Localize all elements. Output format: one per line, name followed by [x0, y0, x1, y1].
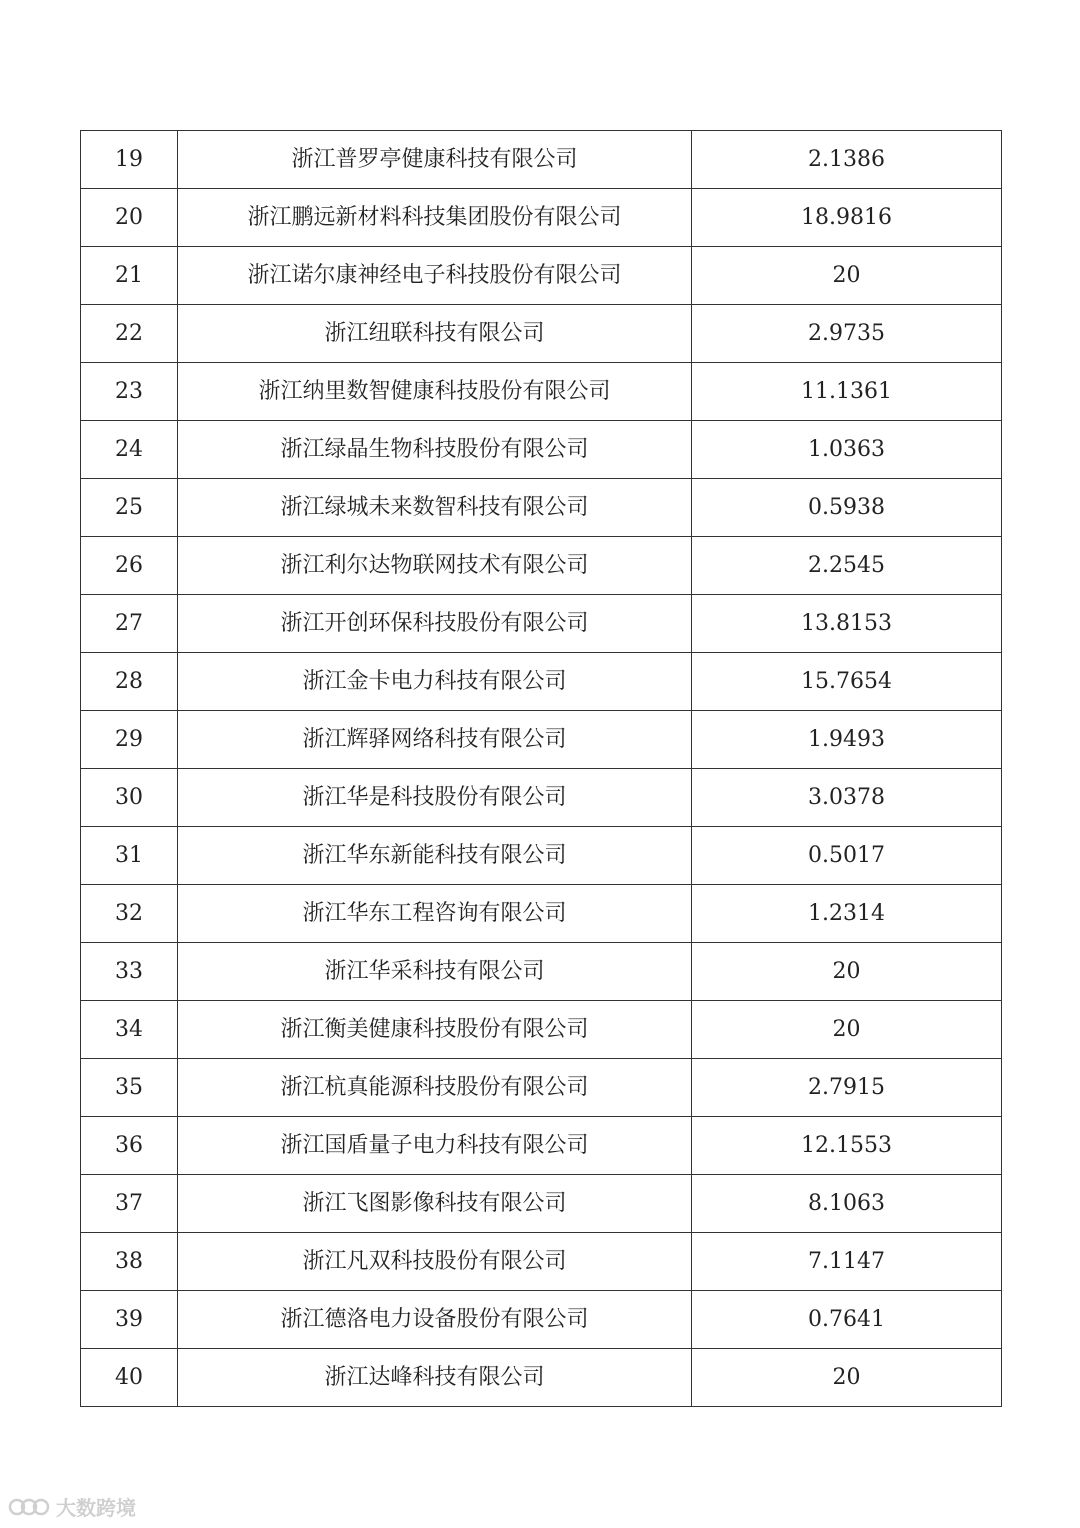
company-name-cell: 浙江华采科技有限公司 — [178, 943, 692, 1001]
value-cell: 2.1386 — [692, 131, 1002, 189]
table-row — [81, 189, 1002, 247]
company-name-cell: 浙江纽联科技有限公司 — [178, 305, 692, 363]
company-name-cell: 浙江凡双科技股份有限公司 — [178, 1233, 692, 1291]
table-row — [81, 595, 1002, 653]
company-name-cell: 浙江华东新能科技有限公司 — [178, 827, 692, 885]
value-cell: 0.7641 — [692, 1291, 1002, 1349]
row-index-cell: 20 — [81, 189, 178, 247]
company-name-cell: 浙江普罗亭健康科技有限公司 — [178, 131, 692, 189]
value-cell: 20 — [692, 943, 1002, 1001]
company-name-cell: 浙江诺尔康神经电子科技股份有限公司 — [178, 247, 692, 305]
row-index-cell: 25 — [81, 479, 178, 537]
table-row — [81, 305, 1002, 363]
row-index-cell: 27 — [81, 595, 178, 653]
company-name-cell: 浙江达峰科技有限公司 — [178, 1349, 692, 1407]
value-cell: 7.1147 — [692, 1233, 1002, 1291]
company-name-cell: 浙江德洛电力设备股份有限公司 — [178, 1291, 692, 1349]
table-row — [81, 247, 1002, 305]
row-index-cell: 40 — [81, 1349, 178, 1407]
value-cell: 2.7915 — [692, 1059, 1002, 1117]
company-name-cell: 浙江辉驿网络科技有限公司 — [178, 711, 692, 769]
value-cell: 20 — [692, 1349, 1002, 1407]
row-index-cell: 24 — [81, 421, 178, 479]
value-cell: 12.1553 — [692, 1117, 1002, 1175]
table-row — [81, 711, 1002, 769]
row-index-cell: 38 — [81, 1233, 178, 1291]
value-cell: 3.0378 — [692, 769, 1002, 827]
table-row — [81, 943, 1002, 1001]
row-index-cell: 28 — [81, 653, 178, 711]
brand-logo-icon — [8, 1496, 50, 1518]
table-body — [81, 131, 1002, 1407]
value-cell: 20 — [692, 1001, 1002, 1059]
company-name-cell: 浙江华是科技股份有限公司 — [178, 769, 692, 827]
table-row — [81, 1001, 1002, 1059]
value-cell: 0.5938 — [692, 479, 1002, 537]
company-table — [80, 130, 1002, 1407]
value-cell: 18.9816 — [692, 189, 1002, 247]
value-cell: 1.9493 — [692, 711, 1002, 769]
row-index-cell: 35 — [81, 1059, 178, 1117]
table-row — [81, 1117, 1002, 1175]
value-cell: 13.8153 — [692, 595, 1002, 653]
value-cell: 1.2314 — [692, 885, 1002, 943]
value-cell: 15.7654 — [692, 653, 1002, 711]
row-index-cell: 36 — [81, 1117, 178, 1175]
table-row — [81, 1349, 1002, 1407]
table-row — [81, 421, 1002, 479]
row-index-cell: 37 — [81, 1175, 178, 1233]
value-cell: 8.1063 — [692, 1175, 1002, 1233]
row-index-cell: 22 — [81, 305, 178, 363]
row-index-cell: 26 — [81, 537, 178, 595]
value-cell: 20 — [692, 247, 1002, 305]
row-index-cell: 21 — [81, 247, 178, 305]
row-index-cell: 23 — [81, 363, 178, 421]
table-row — [81, 885, 1002, 943]
table-row — [81, 827, 1002, 885]
watermark-text: 大数跨境 — [56, 1496, 136, 1520]
value-cell: 0.5017 — [692, 827, 1002, 885]
table-row — [81, 363, 1002, 421]
value-cell: 1.0363 — [692, 421, 1002, 479]
table-row — [81, 131, 1002, 189]
row-index-cell: 32 — [81, 885, 178, 943]
watermark — [8, 1492, 136, 1521]
table-row — [81, 653, 1002, 711]
table-row — [81, 769, 1002, 827]
table-row — [81, 479, 1002, 537]
company-name-cell: 浙江衡美健康科技股份有限公司 — [178, 1001, 692, 1059]
table-row — [81, 537, 1002, 595]
company-name-cell: 浙江利尔达物联网技术有限公司 — [178, 537, 692, 595]
company-name-cell: 浙江国盾量子电力科技有限公司 — [178, 1117, 692, 1175]
row-index-cell: 31 — [81, 827, 178, 885]
row-index-cell: 29 — [81, 711, 178, 769]
company-name-cell: 浙江华东工程咨询有限公司 — [178, 885, 692, 943]
row-index-cell: 19 — [81, 131, 178, 189]
table-row — [81, 1175, 1002, 1233]
company-name-cell: 浙江纳里数智健康科技股份有限公司 — [178, 363, 692, 421]
company-name-cell: 浙江绿城未来数智科技有限公司 — [178, 479, 692, 537]
row-index-cell: 34 — [81, 1001, 178, 1059]
row-index-cell: 39 — [81, 1291, 178, 1349]
value-cell: 2.2545 — [692, 537, 1002, 595]
row-index-cell: 33 — [81, 943, 178, 1001]
table-row — [81, 1291, 1002, 1349]
table-row — [81, 1059, 1002, 1117]
value-cell: 11.1361 — [692, 363, 1002, 421]
company-name-cell: 浙江绿晶生物科技股份有限公司 — [178, 421, 692, 479]
company-name-cell: 浙江杭真能源科技股份有限公司 — [178, 1059, 692, 1117]
company-name-cell: 浙江飞图影像科技有限公司 — [178, 1175, 692, 1233]
value-cell: 2.9735 — [692, 305, 1002, 363]
table-row — [81, 1233, 1002, 1291]
company-name-cell: 浙江金卡电力科技有限公司 — [178, 653, 692, 711]
row-index-cell: 30 — [81, 769, 178, 827]
company-name-cell: 浙江开创环保科技股份有限公司 — [178, 595, 692, 653]
company-name-cell: 浙江鹏远新材料科技集团股份有限公司 — [178, 189, 692, 247]
